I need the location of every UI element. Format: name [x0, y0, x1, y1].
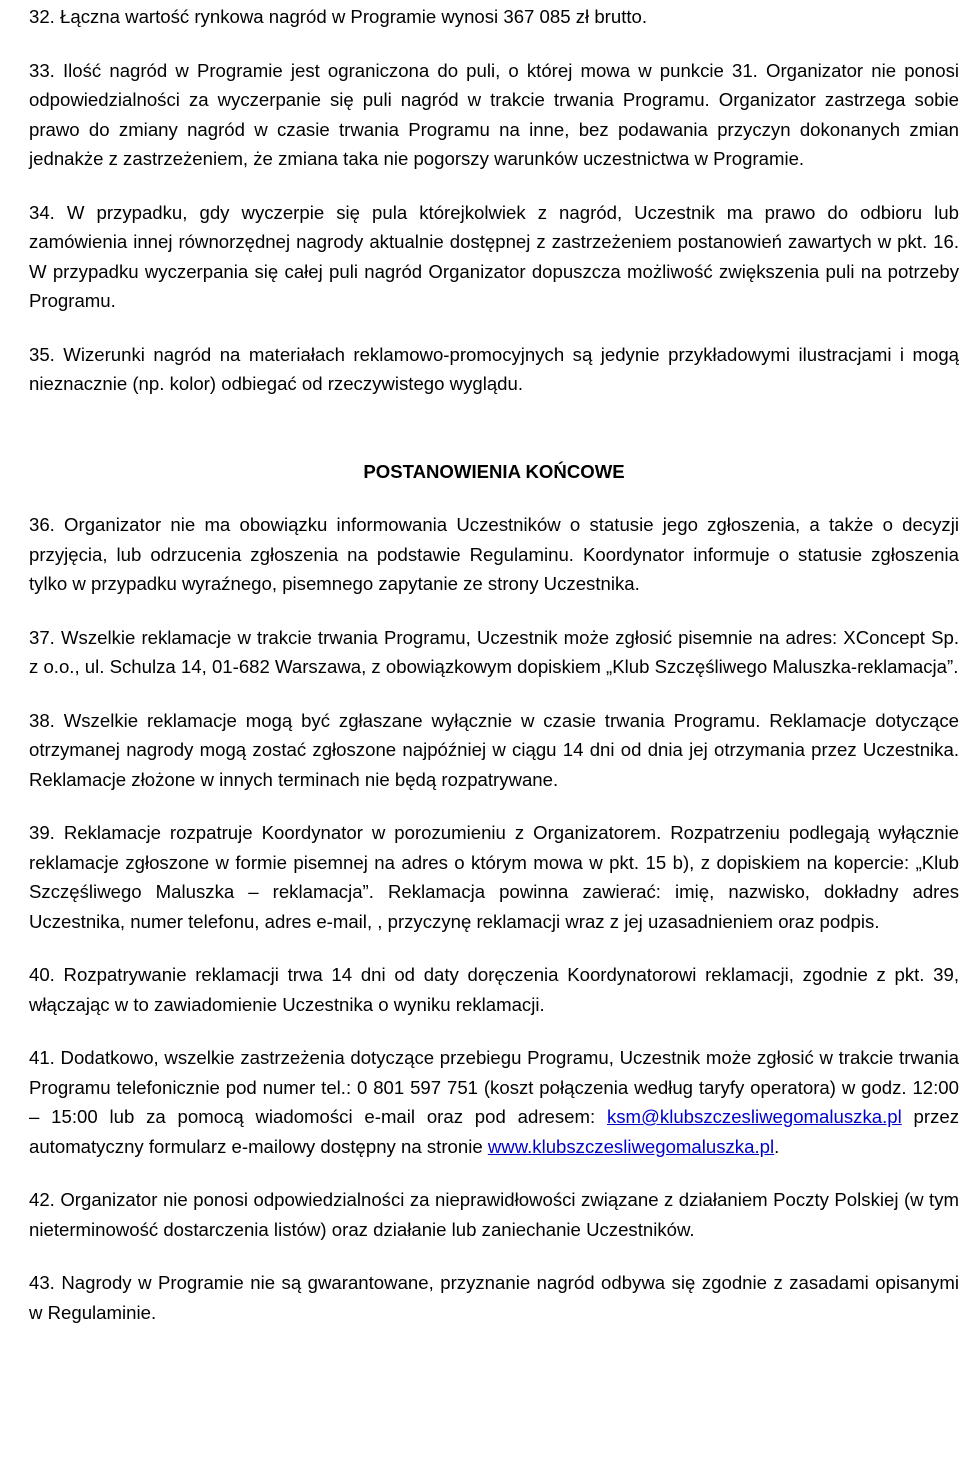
- paragraph-41: [29, 1043, 959, 1161]
- paragraph-36: 36. Organizator nie ma obowiązku informowania Uczestników o statusie jego zgłoszenia, a także o decyzji przyjęcia, lub odrzucenia zgłoszenia na podstawie Regulaminu. Koordynator informuje o statusie zgłoszenia tylko w przypadku wyraźnego, pisemnego zapytanie ze strony Uczestnika.: [29, 514, 959, 594]
- paragraph-40: 40. Rozpatrywanie reklamacji trwa 14 dni od daty doręczenia Koordynatorowi reklamacji, zgodnie z pkt. 39, włączając w to zawiadomienie Uczestnika o wyniku reklamacji.: [29, 964, 959, 1015]
- section-heading: POSTANOWIENIA KOŃCOWE: [363, 460, 625, 482]
- paragraph-41-text-c: .: [774, 1135, 780, 1157]
- paragraph-41-text-a: 41. Dodatkowo, wszelkie zastrzeżenia dotyczące przebiegu Programu, Uczestnik może zgłosić w trakcie trwania Programu telefonicznie pod numer tel.: 0 801 597 751 (koszt połączenia według taryfy operatora) w godz. 12:00 – 15:00 lub za pomocą wiadomości e-mail oraz pod adresem:: [29, 1047, 959, 1127]
- paragraph-35: 35. Wizerunki nagród na materiałach reklamowo-promocyjnych są jedynie przykładowymi ilustracjami i mogą nieznacznie (np. kolor) odbiegać od rzeczywistego wyglądu.: [29, 343, 959, 394]
- email-link[interactable]: ksm@klubszczesliwegomaluszka.pl: [606, 1106, 902, 1127]
- paragraph-43: 43. Nagrody w Programie nie są gwarantowane, przyznanie nagród odbywa się zgodnie z zasadami opisanymi w Regulaminie.: [29, 1272, 959, 1323]
- paragraph-38: 38. Wszelkie reklamacje mogą być zgłaszane wyłącznie w czasie trwania Programu. Reklamacje dotyczące otrzymanej nagrody mogą zostać zgłoszone najpóźniej w ciągu 14 dni od dnia jej otrzymania przez Uczestnika. Reklamacje złożone w innych terminach nie będą rozpatrywane.: [29, 709, 959, 790]
- paragraph-42: 42. Organizator nie ponosi odpowiedzialności za nieprawidłowości związane z działaniem Poczty Polskiej (w tym nieterminowość dostarczenia listów) oraz działanie lub zaniechanie Uczestników.: [29, 1189, 959, 1240]
- paragraph-32: 32. Łączna wartość rynkowa nagród w Programie wynosi 367 085 zł brutto.: [29, 6, 648, 27]
- paragraph-34: 34. W przypadku, gdy wyczerpie się pula którejkolwiek z nagród, Uczestnik ma prawo do odbioru lub zamówienia innej równorzędnej nagrody aktualnie dostępnej z zastrzeżeniem postanowień zawartych w pkt. 16. W przypadku wyczerpania się całej puli nagród Organizator dopuszcza możliwość zwiększenia puli na potrzeby Programu.: [29, 201, 959, 311]
- website-link[interactable]: www.klubszczesliwegomaluszka.pl: [487, 1135, 775, 1157]
- document-page: [29, 0, 959, 1351]
- paragraph-39: 39. Reklamacje rozpatruje Koordynator w porozumieniu z Organizatorem. Rozpatrzeniu podlegają wyłącznie reklamacje zgłoszone w formie pisemnej na adres o którym mowa w pkt. 15 b), z dopiskiem na kopercie: „Klub Szczęśliwego Maluszka – reklamacja”. Reklamacja powinna zawierać: imię, nazwisko, dokładny adres Uczestnika, numer telefonu, adres e-mail, , przyczynę reklamacji wraz z jej uzasadnieniem oraz podpis.: [29, 822, 959, 932]
- paragraph-37: 37. Wszelkie reklamacje w trakcie trwania Programu, Uczestnik może zgłosić pisemnie na adres: XConcept Sp. z o.o., ul. Schulza 14, 01-682 Warszawa, z obowiązkowym dopiskiem „Klub Szczęśliwego Maluszka-reklamacja”.: [29, 626, 959, 677]
- paragraph-33: 33. Ilość nagród w Programie jest ograniczona do puli, o której mowa w punkcie 31. Organizator nie ponosi odpowiedzialności za wyczerpanie się puli nagród w trakcie trwania Programu. Organizator zastrzega sobie prawo do zmiany nagród w czasie trwania Programu na inne, bez podawania przyczyn dokonanych zmian jednakże z zastrzeżeniem, że zmiana taka nie pogorszy warunków uczestnictwa w Programie.: [29, 59, 959, 169]
- paragraph-41-text-b: przez automatyczny formularz e-mailowy dostępny na stronie: [29, 1106, 960, 1157]
